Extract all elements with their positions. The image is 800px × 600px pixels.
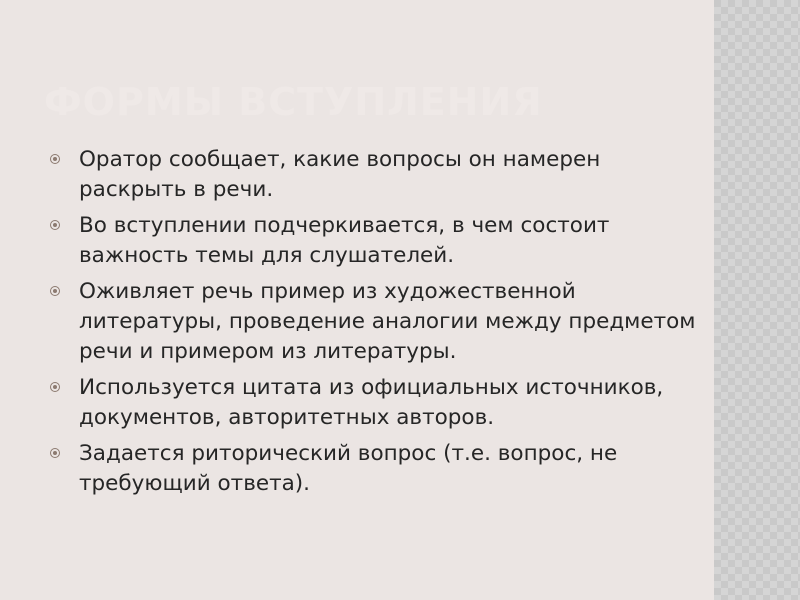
decorative-side-panel (714, 0, 800, 600)
bullet-item (48, 373, 698, 433)
circle-bullet-icon (50, 220, 60, 230)
bullet-text: Оратор сообщает, какие вопросы он намерен раскрыть в речи. (79, 147, 601, 202)
bullet-item (48, 211, 698, 271)
bullet-item (48, 145, 698, 205)
slide-title: ФОРМЫ ВСТУПЛЕНИЯ (44, 80, 543, 124)
bullet-text: Во вступлении подчеркивается, в чем состоит важность темы для слушателей. (79, 213, 610, 268)
circle-bullet-icon (50, 382, 60, 392)
bullet-text: Оживляет речь пример из художественной литературы, проведение аналогии между предметом речи и примером из литературы. (79, 279, 696, 364)
circle-bullet-icon (50, 286, 60, 296)
bullet-item (48, 277, 698, 367)
bullet-text: Используется цитата из официальных источников, документов, авторитетных авторов. (79, 375, 664, 430)
bullet-text: Задается риторический вопрос (т.е. вопрос, не требующий ответа). (79, 441, 618, 496)
circle-bullet-icon (50, 448, 60, 458)
bullet-item (48, 439, 698, 499)
bullet-list (48, 145, 698, 505)
circle-bullet-icon (50, 154, 60, 164)
